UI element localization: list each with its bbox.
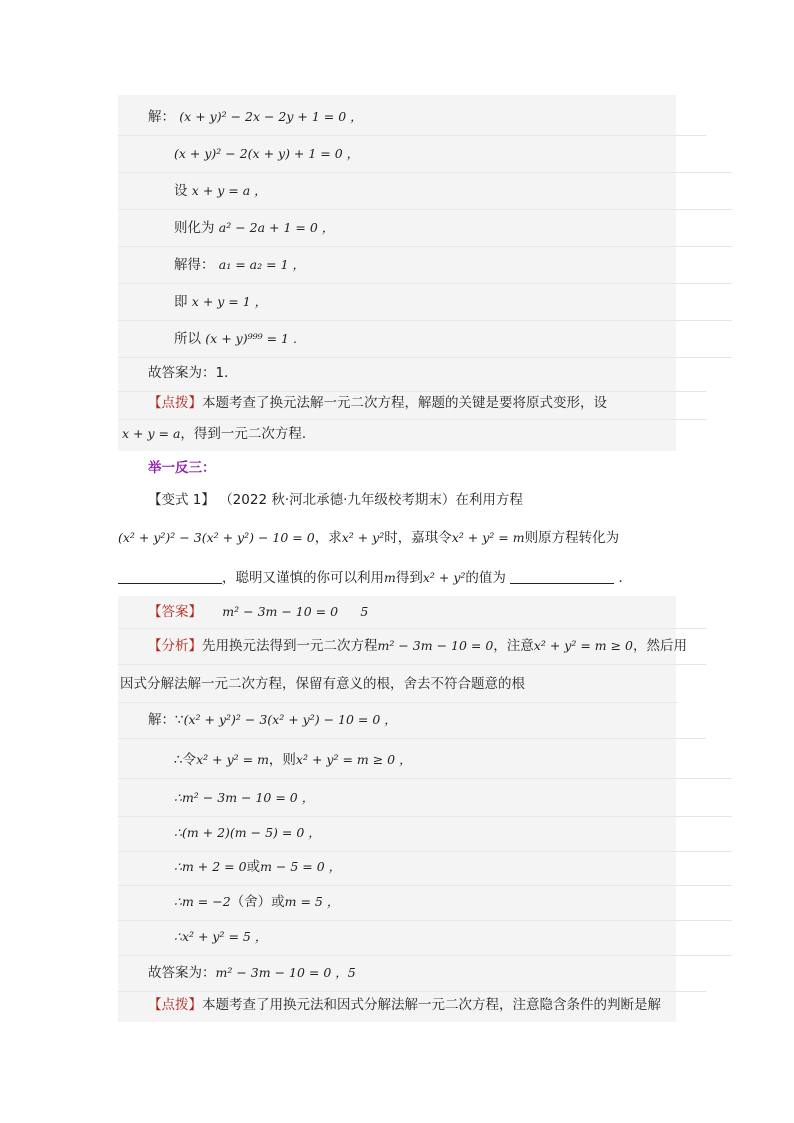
equation: m² − 3m − 10 = 0 ，5 [215,965,356,980]
answer-text: 故答案为：1． [148,365,238,381]
solution-line [118,884,732,921]
equation: x + y = 1 ， [191,294,268,309]
analysis-text: 因式分解法解一元二次方程，保留有意义的根，舍去不符合题意的根 [120,676,525,692]
tip-text: 本题考查了用换元法和因式分解法解一元二次方程，注意隐含条件的判断是解 [202,997,661,1013]
step-text: 解得： [174,257,215,273]
solution-block-2 [118,596,687,1022]
problem-line [118,526,678,546]
solution-line [118,321,732,358]
problem-line [148,488,708,508]
equation: x² + y² = m ≥ 0 [533,638,633,653]
step-text: （舍）或 [230,894,285,910]
solution-line [118,780,732,817]
step-text: ∴令 [174,752,197,768]
problem-text: 则原方程转化为 [524,530,620,546]
tip-line [118,387,706,420]
solution-line [118,849,732,886]
analysis-line [118,628,706,665]
answer-line [118,596,706,629]
analysis-tag: 【分析】 [148,638,202,654]
problem-text: 得到 [395,570,423,586]
equation: (x + y)² − 2(x + y) + 1 = 0 ， [174,146,360,161]
problem-tag: 【变式 1】 [148,492,215,508]
equation: x + y = a [122,426,181,441]
tip-tag: 【点拨】 [148,997,202,1013]
solution-line [118,919,732,956]
equation: m [384,570,396,585]
solution-line [118,702,706,739]
solution-line [118,210,732,247]
equation: m² − 3m − 10 = 0 [222,604,339,619]
step-text: 所以 [174,331,201,347]
equation: ∴x² + y² = 5 ， [174,929,268,944]
tip-line [118,990,706,1020]
problem-text: ． [618,570,633,586]
analysis-line [118,666,678,703]
equation: a² − 2a + 1 = 0 ， [218,220,335,235]
solution-block-1 [118,95,676,451]
tip-line [118,419,680,449]
equation: x² + y² = m [451,530,525,545]
solution-line [118,136,732,173]
solution-line [118,284,732,321]
problem-text: 时，嘉琪令 [384,530,452,546]
equation: a₁ = a₂ = 1 ， [218,257,305,272]
equation: (x + y)⁹⁹⁹ = 1 . [205,331,297,346]
step-text: 设 [174,183,188,199]
equation: x² + y² = m ≥ 0 ， [295,752,412,767]
equation: (x² + y²)² − 3(x² + y²) − 10 = 0 ， [183,712,397,727]
problem-line [118,566,678,586]
equation: ∴m = −2 [174,894,231,909]
answer-value: 5 [360,604,369,619]
equation: ∴(m + 2)(m − 5) = 0 ， [174,825,321,840]
step-text: 或 [246,859,261,875]
equation: ∴m² − 3m − 10 = 0 ， [174,790,315,805]
equation: m = 5 ， [284,894,340,909]
tip-text: ，得到一元二次方程． [180,426,316,442]
answer-line [118,955,706,992]
tip-tag: 【点拨】 [148,395,202,411]
equation: x² + y² [341,530,385,545]
answer-tag: 【答案】 [148,604,202,620]
step-text: 则化为 [174,220,215,236]
problem-text: 的值为 [465,570,506,586]
solution-line [118,99,706,136]
answer-blank[interactable] [510,569,614,584]
problem-source: （2022 秋·河北承德·九年级校考期末）在利用方程 [219,492,523,508]
equation: x + y = a ， [191,183,267,198]
analysis-text: ，然后用 [633,638,687,654]
problem-text: ，聪明又谨慎的你可以利用 [222,570,384,586]
equation: (x + y)² − 2x − 2y + 1 = 0 ， [179,109,363,124]
answer-text: 故答案为： [148,965,216,981]
step-text: 即 [174,294,188,310]
problem-text: ，求 [314,530,342,546]
analysis-text: 先用换元法得到一元二次方程 [202,638,378,654]
equation: ∴m + 2 = 0 [174,859,247,874]
equation: m − 5 = 0 ， [260,859,342,874]
solution-prefix: 解： [148,109,175,125]
equation: x² + y² [422,570,466,585]
answer-blank[interactable] [118,569,222,584]
solution-line [118,742,732,779]
analysis-text: ，注意 [493,638,534,654]
equation: m² − 3m − 10 = 0 [377,638,494,653]
solution-line [118,815,732,852]
step-text: ，则 [268,752,296,768]
tip-text: 本题考查了换元法解一元二次方程，解题的关键是要将原式变形，设 [202,395,607,411]
section-heading [148,456,708,476]
solution-prefix: 解：∵ [148,712,184,728]
equation: x² + y² = m [196,752,269,767]
solution-line [118,247,732,284]
equation: (x² + y²)² − 3(x² + y²) − 10 = 0 [118,530,315,545]
solution-line [118,173,732,210]
heading-text: 举一反三： [148,460,216,476]
